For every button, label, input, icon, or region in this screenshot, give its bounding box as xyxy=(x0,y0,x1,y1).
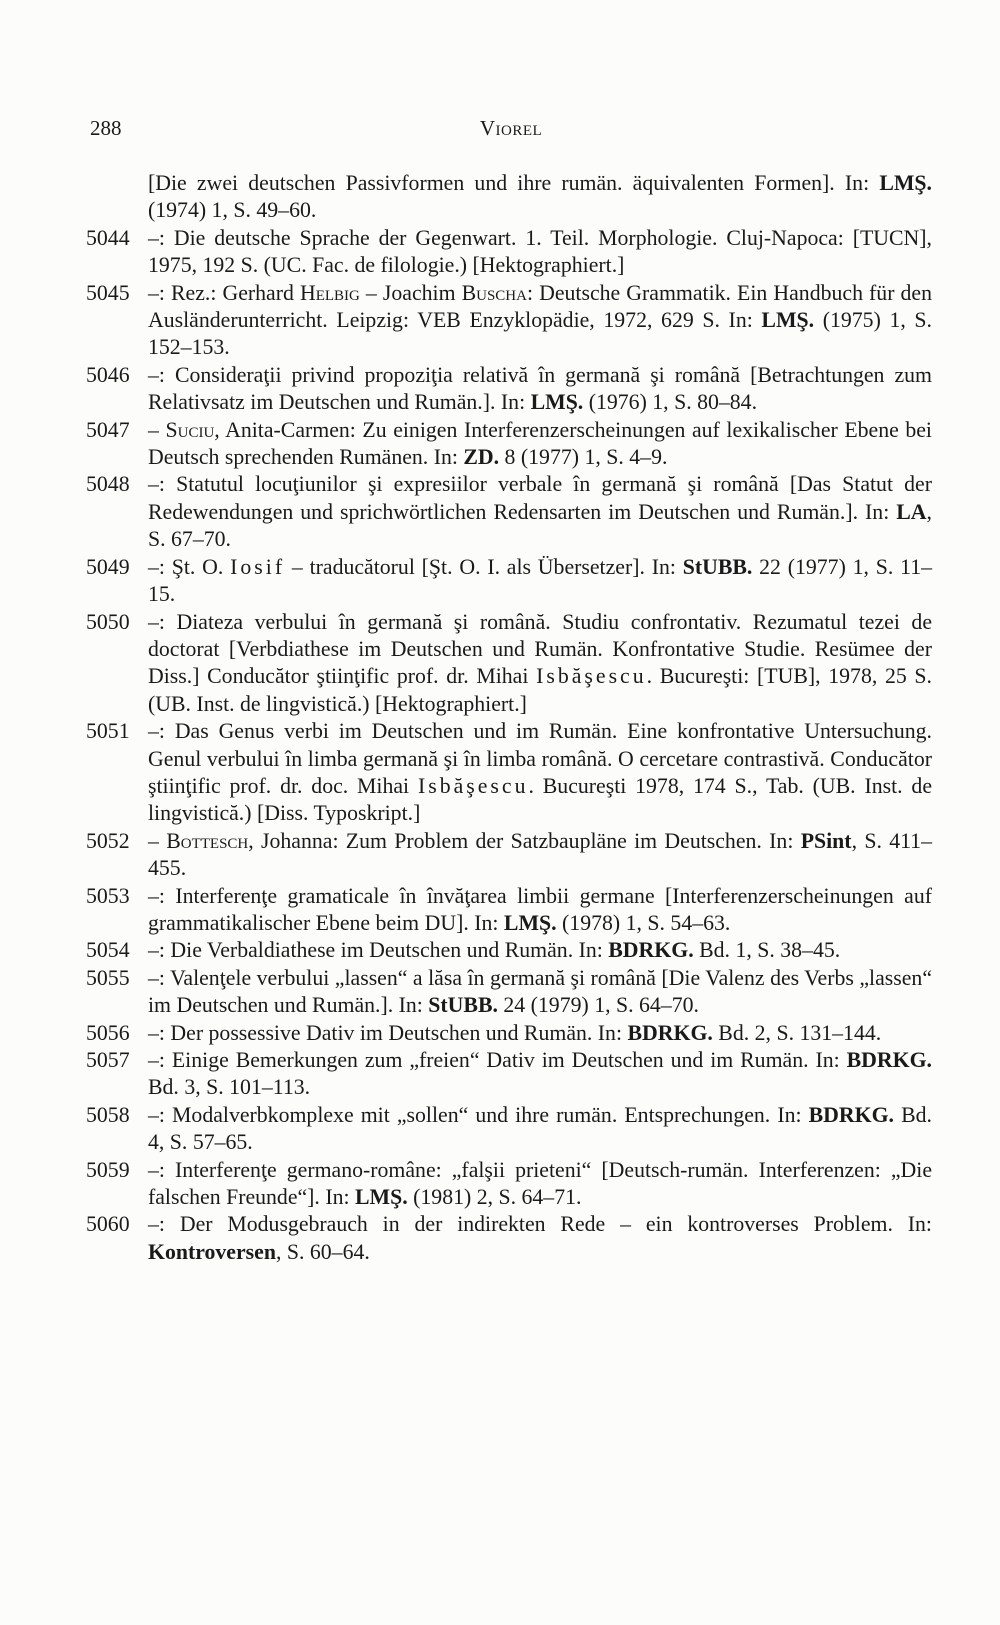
entry-number: 5047 xyxy=(86,417,130,442)
entry-number: 5052 xyxy=(86,828,130,853)
entry-text-segment: –: Consideraţii privind propoziţia relativă în germană şi română [Betrachtungen zum Relativsatz im Deutschen und Rumän.]. In: xyxy=(148,362,932,415)
bibliography-entry xyxy=(86,1047,932,1102)
bibliography-entry xyxy=(86,1020,932,1047)
journal-abbreviation: ZD. xyxy=(463,445,500,470)
entry-text-segment: , S. 411–455. xyxy=(148,828,932,881)
entry-text-segment: – traducătorul [Şt. O. I. als Übersetzer]. In: xyxy=(285,554,683,579)
journal-abbreviation: BDRKG. xyxy=(608,938,694,963)
entry-text-segment: – Joachim xyxy=(359,280,462,305)
author-surname: Buscha xyxy=(461,280,527,305)
journal-abbreviation: LMŞ. xyxy=(355,1185,408,1210)
bibliography-entry xyxy=(86,828,932,883)
entry-text xyxy=(148,417,932,472)
entry-number: 5060 xyxy=(86,1212,130,1237)
entry-number: 5053 xyxy=(86,883,130,908)
journal-abbreviation: LMŞ. xyxy=(503,910,557,935)
entry-text xyxy=(148,1102,932,1157)
bibliography-entry xyxy=(86,937,932,964)
bibliography-entry xyxy=(86,362,932,417)
journal-abbreviation: BDRKG. xyxy=(846,1048,932,1072)
entry-text xyxy=(148,609,932,719)
entry-text xyxy=(148,280,932,362)
journal-abbreviation: BDRKG. xyxy=(808,1102,895,1127)
bibliography-entry xyxy=(86,965,932,1020)
entry-text-segment: Bd. 2, S. 131–144. xyxy=(712,1020,882,1045)
entry-text xyxy=(148,1211,932,1266)
entry-text-segment: –: Der possessive Dativ im Deutschen und Rumän. In: xyxy=(148,1020,628,1045)
entry-text xyxy=(148,828,932,883)
journal-abbreviation: LMŞ. xyxy=(879,171,932,195)
bibliography-list xyxy=(86,170,932,1266)
entry-text-segment: –: Interferenţe gramaticale în învăţarea limbii germane [Interferenzerscheinungen auf grammatikalischer Ebene beim DU]. In: xyxy=(148,883,932,935)
bibliography-entry xyxy=(86,417,932,472)
entry-text-segment: – xyxy=(148,417,166,442)
entry-text-segment: –: Şt. O. xyxy=(148,554,231,579)
entry-text-segment: –: Statutul locuţiunilor şi expresiilor verbale în germană şi română [Das Statut der Redewendungen und sprichwörtlichen Redensarten im Deutschen und Rumän.]. In: xyxy=(148,472,932,524)
bibliography-entry xyxy=(86,1211,932,1266)
entry-text-segment: , Johanna: Zum Problem der Satzbaupläne im Deutschen. In: xyxy=(248,828,801,853)
running-head xyxy=(90,116,932,146)
journal-abbreviation: StUBB. xyxy=(682,554,753,579)
spaced-name: Isbăşescu xyxy=(536,664,647,689)
running-title: Viorel xyxy=(479,116,543,140)
entry-text-segment: Bd. 4, S. 57–65. xyxy=(148,1102,932,1155)
entry-number: 5059 xyxy=(86,1157,130,1182)
journal-abbreviation: LMŞ. xyxy=(761,308,815,333)
entry-number: 5057 xyxy=(86,1048,130,1072)
journal-abbreviation: StUBB. xyxy=(428,993,498,1018)
entry-number: 5051 xyxy=(86,719,130,744)
author-surname: Helbig xyxy=(299,280,360,305)
entry-text xyxy=(148,883,932,938)
entry-text-segment: – xyxy=(148,828,167,853)
entry-text-segment: (1981) 2, S. 64–71. xyxy=(407,1185,582,1210)
entry-text-segment: (1978) 1, S. 54–63. xyxy=(556,910,731,935)
entry-text-segment: , S. 67–70. xyxy=(148,499,932,552)
entry-text-segment: 8 (1977) 1, S. 4–9. xyxy=(499,445,668,470)
journal-abbreviation: LA xyxy=(896,499,927,524)
entry-number: 5050 xyxy=(86,609,130,634)
spaced-name: Isbăşescu xyxy=(417,773,529,798)
bibliography-entry xyxy=(86,609,932,719)
entry-text xyxy=(148,718,932,828)
bibliography-entry xyxy=(86,170,932,225)
entry-text xyxy=(148,471,932,553)
author-surname: Suciu xyxy=(165,417,215,442)
entry-text xyxy=(148,554,932,609)
entry-text-segment: –: Modalverbkomplexe mit „sollen“ und ihre rumän. Entsprechungen. In: xyxy=(148,1102,809,1127)
journal-abbreviation: PSint xyxy=(800,828,852,853)
page-number: 288 xyxy=(90,116,122,140)
author-surname: Bottesch xyxy=(166,828,249,853)
entry-text-segment: (1975) 1, S. 152–153. xyxy=(148,308,932,360)
entry-number: 5058 xyxy=(86,1102,130,1127)
entry-text-segment: (1974) 1, S. 49–60. xyxy=(148,198,317,223)
entry-text-segment: –: Die Verbaldiathese im Deutschen und Rumän. In: xyxy=(148,938,609,963)
entry-text-segment: –: Die deutsche Sprache der Gegenwart. 1. Teil. Morphologie. Cluj-Napoca: [TUCN], 1975, 192 S. (UC. Fac. de filologie.) [Hektographiert.] xyxy=(148,225,932,278)
entry-text-segment: : Deutsche Grammatik. Ein Handbuch für den Ausländerunterricht. Leipzig: VEB Enzyklopädie, 1972, 629 S. In: xyxy=(148,280,932,333)
bibliography-entry xyxy=(86,1102,932,1157)
entry-text xyxy=(148,170,932,225)
bibliography-entry xyxy=(86,883,932,938)
entry-text-segment: , S. 60–64. xyxy=(275,1239,370,1264)
entry-text xyxy=(148,1157,932,1212)
entry-text-segment: . Bucureşti 1978, 174 S., Tab. (UB. Inst. de lingvistică.) [Diss. Typoskript.] xyxy=(148,773,932,826)
entry-number: 5044 xyxy=(86,225,130,250)
entry-text-segment: –: Interferenţe germano-române: „falşii prieteni“ [Deutsch-rumän. Interferenzen: „Die falschen Freunde“]. In: xyxy=(148,1157,932,1210)
entry-text xyxy=(148,362,932,417)
entry-text xyxy=(148,937,932,964)
bibliography-entry xyxy=(86,280,932,362)
journal-abbreviation: Kontroversen xyxy=(148,1239,276,1264)
entry-number: 5055 xyxy=(86,965,130,990)
bibliography-entry xyxy=(86,225,932,280)
entry-text xyxy=(148,965,932,1020)
entry-number: 5056 xyxy=(86,1020,130,1045)
entry-text-segment: –: Valenţele verbului „lassen“ a lăsa în germană şi română [Die Valenz des Verbs „lassen“ im Deutschen und Rumän.]. In: xyxy=(148,965,932,1018)
entry-text-segment: –: Einige Bemerkungen zum „freien“ Dativ im Deutschen und im Rumän. In: xyxy=(148,1048,847,1072)
entry-text-segment: 24 (1979) 1, S. 64–70. xyxy=(497,993,699,1018)
entry-text-segment: [Die zwei deutschen Passivformen und ihre rumän. äquivalenten Formen]. In: xyxy=(148,171,880,195)
journal-abbreviation: LMŞ. xyxy=(530,390,584,415)
entry-number: 5054 xyxy=(86,938,130,963)
entry-text-segment: Bd. 1, S. 38–45. xyxy=(693,938,841,963)
bibliography-entry xyxy=(86,471,932,553)
entry-text-segment: , Anita-Carmen: Zu einigen Interferenzerscheinungen auf lexikalischer Ebene bei Deutsch sprechenden Rumänen. In: xyxy=(148,417,932,470)
entry-text-segment: –: Der Modusgebrauch in der indirekten Rede – ein kontroverses Problem. In: xyxy=(148,1212,932,1237)
entry-text xyxy=(148,1020,932,1047)
entry-text xyxy=(148,1047,932,1102)
bibliography-entry xyxy=(86,554,932,609)
spaced-name: Iosif xyxy=(230,554,286,579)
entry-number: 5046 xyxy=(86,362,130,387)
entry-text xyxy=(148,225,932,280)
entry-text-segment: . Bucureşti: [TUB], 1978, 25 S. (UB. Inst. de lingvistică.) [Hektographiert.] xyxy=(148,664,932,716)
bibliography-entry xyxy=(86,1157,932,1212)
entry-text-segment: –: Das Genus verbi im Deutschen und im Rumän. Eine konfrontative Untersuchung. Genul verbului în limba germană şi în limba română. O cercetare contrastivă. Conducător ştiinţific prof. dr. doc. Mihai xyxy=(148,719,932,798)
journal-abbreviation: BDRKG. xyxy=(627,1020,713,1045)
entry-text-segment: –: Rez.: Gerhard xyxy=(148,280,300,305)
entry-number: 5048 xyxy=(86,472,130,497)
bibliography-entry xyxy=(86,718,932,828)
entry-number: 5045 xyxy=(86,280,130,305)
entry-number: 5049 xyxy=(86,554,130,579)
entry-text-segment: (1976) 1, S. 80–84. xyxy=(583,390,758,415)
entry-text-segment: –: Diateza verbului în germană şi română. Studiu confrontativ. Rezumatul tezei de doctorat [Verbdiathese im Deutschen und Rumän. Konfrontative Studie. Resümee der Diss.] Conducător ştiinţific prof. dr. Mihai xyxy=(148,609,932,689)
entry-text-segment: 22 (1977) 1, S. 11–15. xyxy=(148,554,933,607)
entry-text-segment: Bd. 3, S. 101–113. xyxy=(148,1075,311,1100)
